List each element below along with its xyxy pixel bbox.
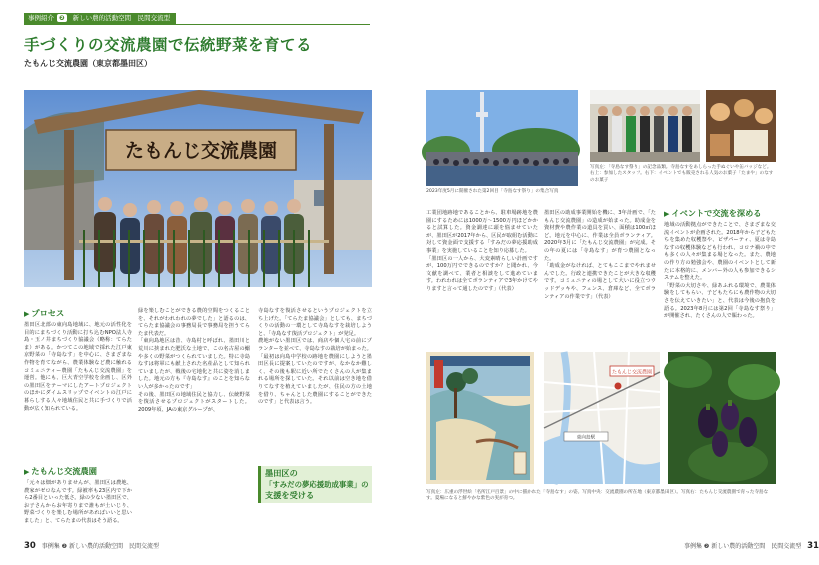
header-rule (24, 24, 370, 25)
category-tag-number: ❷ (59, 14, 65, 22)
col6-p1: 地域の活動拠点ができたことで、さまざまな交流イベントが企画された。2018年から子どもたちを集めた収穫祭や、ピザパーティ、夏は寺島なすの収穫体験なども行われ、コロナ禍の中でも多くの人々が集まる場となった。また、農地の作り方の勉強会や、農園のイベントとして新たに本格的に、メンバー外の人も参加できるシステムを整えた。 (664, 222, 776, 282)
ukiyoe-image (426, 352, 534, 484)
category-tag-prefix: 事例紹介 (28, 14, 54, 22)
eggplant-photo (668, 352, 776, 484)
caption-bottom: 写真左：広重の浮世絵「名所江戸百景」の中に描かれた「寺島なす」の姿。写真中央：交流農園の所在地（東京都墨田区）。写真右：たもんじ交流農園で育った寺島なす。夏場になると鮮やかな紫色の実が育つ。 (426, 490, 769, 502)
col3-p3: 「最初は向島中学校の跡地を農園にしようと墨田区長に提案していたのですが、なかなか難しく、その後も駅に近い所でたくさんの人が集まれる場所を探していた。それ以前は空き地を借りてなすを植えていましたが、住民の方の土地を借り、ちゃんとした農園にすることができたのです」と代表は言う。 (258, 353, 372, 406)
col2-p1: 緑を楽しむことができる農的空間をつくることを、それがわれわれの夢でした」と語るのは、てらたま協議会の事務局長で事務局を担うてらたま代表だ。 (138, 308, 250, 337)
col6-p2: 「野菜の大切さや、緑あふれる環境で、農業体験をしてもらい、子どもたちにも農作物の大切さを伝えていきたい」と、代表は今後の抱負を語る。2023年8月には第2回「寺島なす祭り」が開催され、たくさんの人で賑わった。 (664, 282, 776, 320)
footer-left-text: 事例集 ❷ 新しい農的活動空間 民間交流型 (41, 543, 159, 550)
gate-sign-text: たもんじ交流農園 (124, 140, 278, 162)
staff-photo (590, 90, 700, 162)
page-title: 手づくりの交流農園で伝統野菜を育てる (24, 36, 313, 54)
section-heading-sumida (258, 466, 372, 503)
map-image (544, 352, 660, 484)
sumida-heading-line1: 墨田区の (265, 468, 298, 478)
col2-p3: その後、墨田区の地域住民と協力し、伝統野菜を復活させるプロジェクトがスタートした。2009年頃、JAの東京グループが、 (138, 391, 250, 413)
footer-right-text: 事例集 ❷ 新しい農的活動空間 民間交流型 (684, 543, 802, 550)
category-tag-text: 新しい農的活動空間 民間交流型 (72, 14, 171, 22)
col6 (664, 222, 776, 342)
col5-p1: 墨田区の助成事業開始を機に、3年計画で、「たもんじ交流農園」の造成が始まった。助成金を資材費や農作業の道具を買い、面積は100㎡ほど。地元を中心に、作業は全員ボランティア。2020年3月に「たもんじ交流農園」が完成。その年の夏には「寺島なす」が育つ農園となった。 (544, 210, 656, 262)
col4 (426, 210, 538, 340)
page-number-right: 31 (807, 541, 819, 551)
footer-left (24, 541, 159, 551)
map-station-text: 東向島駅 (576, 435, 596, 441)
col4-p2: 「墨田区の一人から、大変素晴らしい計画ですが、100万円でできるのですか？と聞かれ、今文献を調べて、業者と相談をして進めています。われわれは全てボランティアで3年かけてやりますと言って通したのです」（代表） (426, 255, 538, 292)
main-photo (24, 90, 372, 287)
col4-p1: 工業団地跡地であることから、駐車場跡地を農園にするためには1000万〜1500万円ほどかかると試算した。資金調達に頭を悩ませていたが、墨田区が2017年から、区民が取組む活動に対して資金面で支援する「すみだの夢応援助成事業」を実施していることを知り応募した。 (426, 210, 538, 254)
footer-right (684, 541, 819, 551)
map-label-text: たもんじ交流農園 (611, 369, 653, 376)
caption-top-left: 2023年度5月に開催された第2回目「寺島なす祭り」の集合写真 (426, 189, 559, 194)
col3-p2: 農地がない墨田区では、商店や個人宅の前にプランターを並べて、寺島なすの栽培が始まった。 (258, 338, 372, 352)
map-pin (615, 383, 622, 390)
caption-top-right: 写真左：「寺島なす祭り」の記念品類。寺島なすをあしらった手ぬぐいや缶バッジなど。右上：参加したスタッフ。右下：イベントでも販売される人気のお菓子「たまや」のなすのお菓子 (590, 165, 774, 183)
sweets-photo (706, 90, 776, 162)
col5 (544, 210, 656, 340)
col2 (138, 308, 250, 542)
sumida-heading-line2: 「すみだの夢応援助成事業」の (265, 480, 369, 489)
page-number-left: 30 (24, 541, 36, 551)
col3 (258, 308, 372, 460)
col2-p2: 「東向島地区は昔、寺島村と呼ばれ、墨田川と荒川に挟まれた肥沃な土地で、この名古屋の鰯や多くの野菜がつくられていました。特に寺島なすは将軍にも献上された名産品として知られていましたが、戦後の宅地化と共に姿を消しました。地元の方も『寺島なす』のことを知らない人が多かったのです」 (138, 338, 250, 390)
col5-p2: 「助成金がなければ、とてもここまでやれませんでした。行政と連携できたことが大きな収穫です。コミュニティの場として大いに役立つウッドデッキや、フェンス、倉庫など、全てボランティアの作業です」（代表） (544, 263, 656, 300)
page-subtitle: たもんじ交流農園（東京都墨田区） (24, 59, 152, 68)
col1-text: 墨田区北部の東向島地域に、地元の活性化を目的にまちづくり活動に打ち込むNPO法人寺島・玉ノ井まちづくり協議会（略称：てらたま）がある。かつてこの地域で採れた江戸東京野菜の「寺島なす」を中心に、さまざまな作物を育てながら、農業体験など農に触れるコミュニティー農園「たもんじ交流農園」を運営。他にも、巨大青空学校を企画し、区外の墨田区をテーマにしたアートプロジェクトのほかにダイムスリップでイベントの江戸に暮らしする人々地域住民と共に手づくりで活動が広く知られている。 (24, 322, 132, 412)
event-group-photo (426, 90, 578, 186)
col1b-text: 「元々は畑がありませんが、墨田区は農地、農家がゼロなんです。緑被率も23区内で下から2番目といった低さ。緑の少ない墨田区で、お子さんからお年寄りまで誰もが土いじり、野菜づくりを楽しむ場所があればいいと思いました」と、てらたまの代表はそう語る。 (24, 480, 132, 524)
section-heading-process: ▶ プロセス (24, 308, 65, 318)
section-heading-event: ▶ イベントで交流を深める (664, 208, 762, 218)
col3-p1: 寺島なすを復活させるというプロジェクトを立ち上げた。「てらたま協議会」としても、まちづくりの活動の一環として寺島なすを栽培しようと、「寺島なす復活プロジェクト」が発足。 (258, 308, 372, 337)
sumida-heading-line3: 支援を受ける (265, 490, 315, 500)
section-heading-tamonji: ▶ たもんじ交流農園 (24, 466, 97, 476)
category-tag (24, 13, 176, 24)
